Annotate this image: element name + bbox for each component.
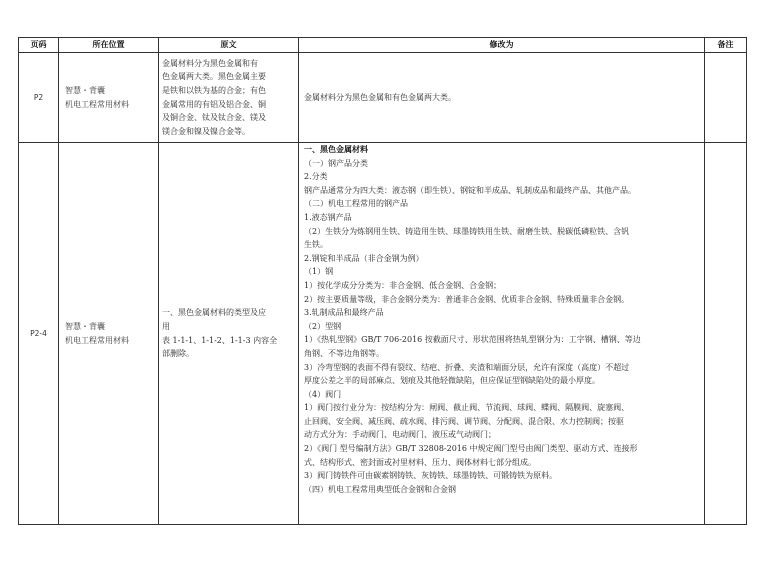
header-original: 原文	[159, 38, 299, 53]
header-remarks: 备注	[705, 38, 747, 53]
revised-line: 式、结构形式、密封面或衬里材料、压力、阀体材料七部分组成。	[304, 457, 536, 467]
revised-line: 1）《热轧型钢》GB/T 706-2016 按截面尺寸、形状范围将热轧型钢分为：工字钢、槽钢、等边	[304, 335, 641, 345]
location-cell	[59, 53, 159, 143]
revised-line: 金属材料分为黑色金属和有色金属两大类。	[304, 92, 456, 102]
revised-cell	[299, 53, 705, 143]
location-line: 智慧・背囊	[65, 321, 105, 331]
revised-line: （2）生铁分为炼钢用生铁、铸造用生铁、球墨铸铁用生铁、耐磨生铁、脱碳低磷粒铁、含钒	[304, 226, 630, 236]
remarks-cell	[705, 53, 747, 143]
revised-cell	[299, 143, 705, 525]
revised-line: 生铁。	[304, 240, 328, 250]
remarks-cell	[705, 143, 747, 525]
header-revised: 修改为	[299, 38, 705, 53]
original-line: 部删除。	[162, 349, 194, 359]
revised-line: 2）《阀门 型号编制方法》GB/T 32808-2016 中规定阀门型号由阀门类型、驱动方式、连接形	[304, 444, 638, 454]
revised-line: 2）按主要质量等级，非合金钢分类为：普通非合金钢、优质非合金钢、特殊质量非合金钢。	[304, 294, 630, 304]
revised-line: 2.钢锭和半成品（非合金钢为例）	[304, 253, 424, 263]
header-location: 所在位置	[59, 38, 159, 53]
original-line: 金属材料分为黑色金属和有	[162, 58, 258, 68]
original-line: 是铁和以铁为基的合金；有色	[162, 85, 266, 95]
revised-line: 3.轧制成品和最终产品	[304, 308, 384, 318]
location-line: 机电工程常用材料	[65, 99, 129, 109]
revised-line: （4）阀门	[304, 389, 342, 399]
revised-line: 动方式分为：手动阀门、电动阀门、液压或气动阀门；	[304, 430, 496, 440]
original-line: 一、黑色金属材料的类型及应	[162, 308, 266, 318]
original-line: 表 1-1-1、1-1-2、1-1-3 内容全	[162, 335, 278, 345]
location-line: 机电工程常用材料	[65, 335, 129, 345]
original-line: 用	[162, 321, 170, 331]
revised-line: 3）冷弯型钢的表面不得有裂纹、结疤、折叠、夹渣和端面分层，允许有深度（高度）不超过	[304, 362, 630, 372]
revised-line: （1）钢	[304, 267, 334, 277]
revised-line: 3）阀门铸铁件可由碳素钢铸铁、灰铸铁、球墨铸铁、可锻铸铁为原料。	[304, 471, 558, 481]
table-row	[19, 53, 747, 143]
revised-line: （一）钢产品分类	[304, 158, 368, 168]
original-cell	[159, 53, 299, 143]
revised-line: 钢产品通常分为四大类：液态钢（即生铁）、钢锭和半成品、轧制成品和最终产品、其他产品。	[304, 185, 636, 195]
revised-line: （2）型钢	[304, 321, 342, 331]
revised-line: （二）机电工程常用的钢产品	[304, 199, 408, 209]
errata-table	[18, 37, 747, 525]
revised-heading: 一、黑色金属材料	[304, 145, 368, 154]
table-row	[19, 143, 747, 525]
original-line: 及铜合金、钛及钛合金、镁及	[162, 113, 266, 123]
revised-line: 角钢、不等边角钢等。	[304, 348, 384, 358]
revised-line: （四）机电工程常用典型低合金钢和合金钢	[304, 484, 456, 494]
location-cell	[59, 143, 159, 525]
original-line: 色金属两大类。黑色金属主要	[162, 72, 266, 82]
revised-line: 止回阀、安全阀、减压阀、疏水阀、排污阀、调节阀、分配阀、混合限、水力控制阀；按驱	[304, 416, 624, 426]
header-page: 页码	[19, 38, 59, 53]
page-cell: P2-4	[19, 143, 59, 525]
original-line: 金属常用的有铝及铝合金、铜	[162, 99, 266, 109]
revised-line: 厚度公差之半的局部麻点、划痕及其他轻微缺陷，但应保证型钢缺陷处的最小厚度。	[304, 376, 600, 386]
revised-line: 1）按化学成分分类为：非合金钢、低合金钢、合金钢；	[304, 280, 502, 290]
original-line: 镁合金和镍及镍合金等。	[162, 126, 250, 136]
revised-line: 1.液态钢产品	[304, 212, 352, 222]
table-header-row	[19, 38, 747, 53]
revised-line: 2.分类	[304, 172, 328, 182]
original-cell	[159, 143, 299, 525]
page-cell: P2	[19, 53, 59, 143]
location-line: 智慧・背囊	[65, 85, 105, 95]
revised-line: 1）阀门按行业分为：按结构分为：闸阀、截止阀、节流阀、球阀、蝶阀、隔膜阀、旋塞阀、	[304, 403, 630, 413]
